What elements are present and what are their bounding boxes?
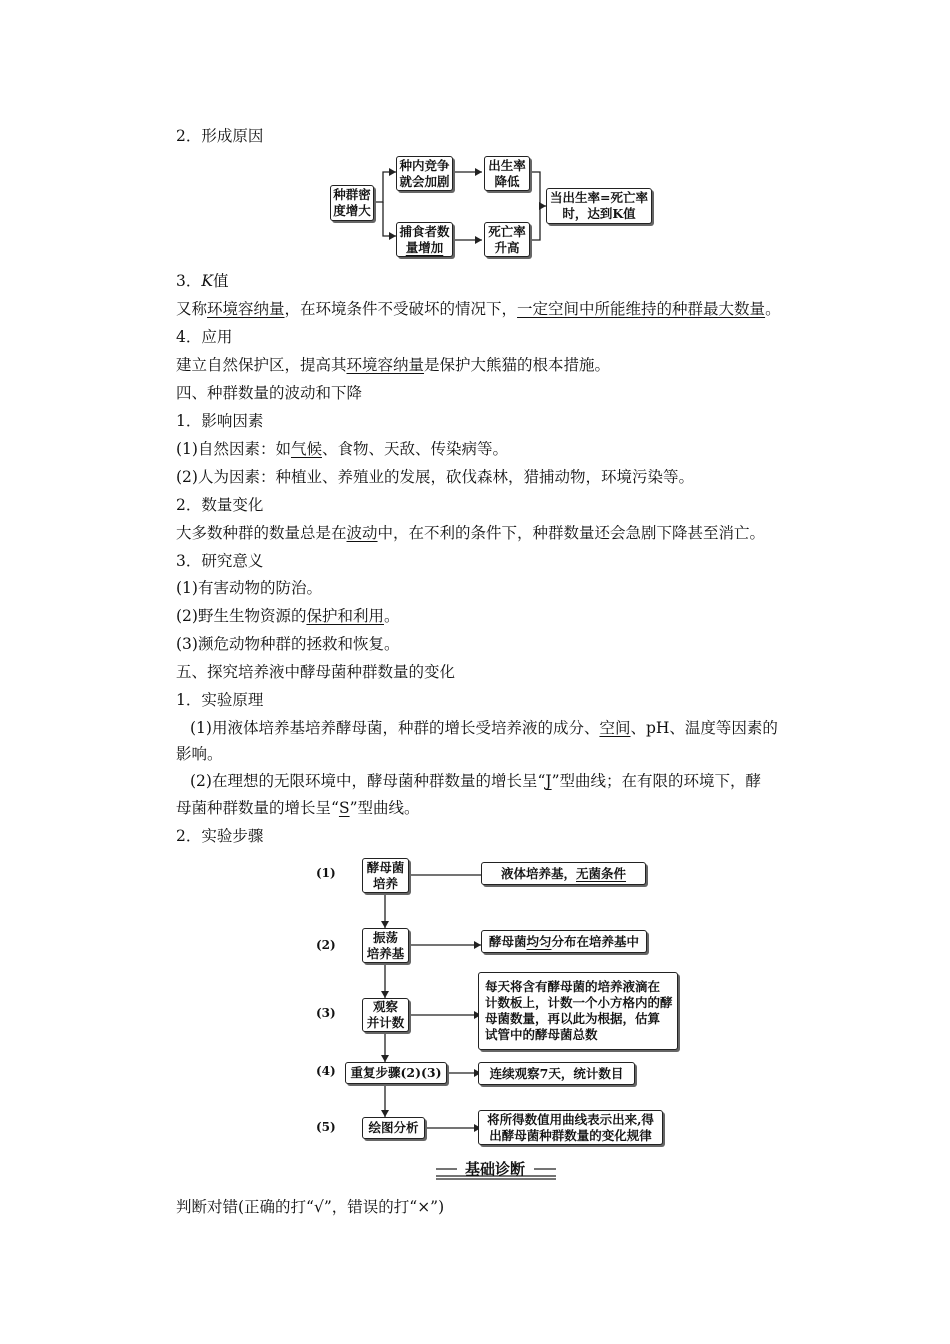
step-number-1: (1) bbox=[316, 866, 336, 880]
box-line: 培养基 bbox=[366, 945, 405, 961]
box-line: 度增大 bbox=[333, 203, 371, 218]
box-text: 连续观察7天，统计数目 bbox=[489, 1065, 624, 1081]
principle-1-cont: 影响。 bbox=[176, 745, 223, 763]
part-title-fluctuation: 四、种群数量的波动和下降 bbox=[176, 384, 363, 402]
box-line: 培养 bbox=[372, 875, 398, 891]
box-line: 绘图分析 bbox=[368, 1120, 419, 1135]
blank-answer: 波动 bbox=[346, 524, 378, 542]
blank-answer: 均匀 bbox=[526, 933, 552, 949]
blank-answer: 空间 bbox=[599, 719, 631, 737]
box-line: 时，达到K值 bbox=[562, 206, 636, 221]
box-line: 酵母菌 bbox=[366, 859, 405, 875]
box-line: 振荡 bbox=[372, 929, 398, 945]
box-line: 将所得数值用曲线表示出来,得 bbox=[487, 1111, 654, 1127]
text: 、食物、天敌、传染病等。 bbox=[321, 440, 508, 458]
text: ”型曲线；在有限的环境下，酵 bbox=[551, 772, 762, 790]
box-line: 死亡率 bbox=[488, 223, 526, 239]
text: (2)在理想的无限环境中，酵母菌种群数量的增长呈“ bbox=[190, 772, 546, 790]
box-line: 捕食者数 bbox=[399, 223, 450, 239]
step-number-3: (3) bbox=[316, 1006, 336, 1020]
subsection-steps: 2．实验步骤 bbox=[176, 827, 264, 845]
text: (1)用液体培养基培养酵母菌，种群的增长受培养液的成分、 bbox=[190, 719, 600, 737]
blank-answer: S bbox=[338, 799, 350, 817]
human-factors: (2)人为因素：种植业、养殖业的发展，砍伐森林，猎捕动物，环境污染等。 bbox=[176, 468, 694, 486]
text: 。 bbox=[765, 300, 781, 318]
step-number-4: (4) bbox=[316, 1064, 336, 1078]
step-number-5: (5) bbox=[316, 1120, 336, 1134]
part-title-yeast-experiment: 五、探究培养液中酵母菌种群数量的变化 bbox=[176, 663, 456, 681]
box-line: 种群密 bbox=[333, 187, 371, 202]
box-line: 母菌数量，再以此为根据，估算 bbox=[485, 1011, 661, 1026]
subsection-principle: 1．实验原理 bbox=[176, 691, 264, 709]
box-line: 出酵母菌种群数量的变化规律 bbox=[489, 1127, 652, 1143]
text: 。 bbox=[383, 607, 400, 625]
subsection-research-significance: 3．研究意义 bbox=[176, 552, 264, 570]
subsection-influencing-factors: 1．影响因素 bbox=[176, 412, 264, 430]
subsection-quantity-change: 2．数量变化 bbox=[176, 496, 264, 514]
box-line: 出生率 bbox=[488, 157, 526, 173]
text: ，在环境条件不受破坏的情况下， bbox=[284, 300, 518, 318]
section-title-application: 4．应用 bbox=[176, 328, 233, 346]
box-line: 升高 bbox=[494, 239, 520, 255]
box-line: 种内竞争 bbox=[399, 157, 450, 173]
box-text: 分布在培养基中 bbox=[551, 933, 640, 949]
blank-answer: 环境容纳量 bbox=[207, 300, 285, 318]
text: 值 bbox=[212, 272, 229, 290]
box-line: 重复步骤(2)(3) bbox=[350, 1065, 442, 1080]
box-line: 量增加 bbox=[405, 239, 444, 255]
box-line: 就会加剧 bbox=[399, 173, 450, 189]
text: 3． bbox=[176, 272, 202, 290]
k-symbol: K bbox=[201, 272, 213, 290]
text: 是保护大熊猫的根本措施。 bbox=[424, 356, 611, 374]
box-text: 酵母菌 bbox=[488, 933, 527, 949]
text: (2)野生生物资源的 bbox=[176, 607, 307, 625]
blank-answer: 保护和利用 bbox=[306, 607, 384, 625]
blank-answer: 气候 bbox=[290, 440, 322, 458]
text: 大多数种群的数量总是在 bbox=[176, 524, 347, 542]
box-line: 并计数 bbox=[366, 1015, 405, 1030]
blank-answer: 一定空间中所能维持的种群最大数量 bbox=[517, 300, 766, 318]
text: 母菌种群数量的增长呈“ bbox=[176, 799, 339, 817]
judge-instruction: 判断对错(正确的打“√”，错误的打“×”) bbox=[176, 1198, 445, 1216]
box-line: 降低 bbox=[494, 173, 520, 189]
text: ”型曲线。 bbox=[349, 799, 420, 817]
box-text: 液体培养基， bbox=[500, 865, 576, 881]
text: 又称 bbox=[176, 300, 208, 318]
significance-1: (1)有害动物的防治。 bbox=[176, 579, 322, 597]
blank-answer: 环境容纳量 bbox=[346, 356, 425, 374]
significance-3: (3)濒危动物种群的拯救和恢复。 bbox=[176, 635, 400, 653]
box-line: 试管中的酵母菌总数 bbox=[485, 1027, 598, 1042]
box-line: 每天将含有酵母菌的培养液滴在 bbox=[485, 979, 661, 994]
section-title-formation-cause: 2．形成原因 bbox=[176, 127, 264, 145]
text: 中，在不利的条件下，种群数量还会急剧下降甚至消亡。 bbox=[377, 524, 766, 542]
step-number-2: (2) bbox=[316, 938, 336, 952]
banner-text: 基础诊断 bbox=[464, 1159, 525, 1178]
text: 、pH、温度等因素的 bbox=[630, 719, 778, 737]
blank-answer: J bbox=[545, 772, 552, 790]
text: (1)自然因素：如 bbox=[176, 440, 291, 458]
box-line: 计数板上，计数一个小方格内的酵 bbox=[485, 995, 673, 1010]
text: 建立自然保护区，提高其 bbox=[176, 356, 347, 374]
basic-diagnosis-banner bbox=[434, 1157, 556, 1179]
blank-answer: 无菌条件 bbox=[576, 865, 627, 881]
box-line: 当出生率=死亡率 bbox=[550, 190, 648, 205]
box-line: 观察 bbox=[372, 999, 398, 1014]
